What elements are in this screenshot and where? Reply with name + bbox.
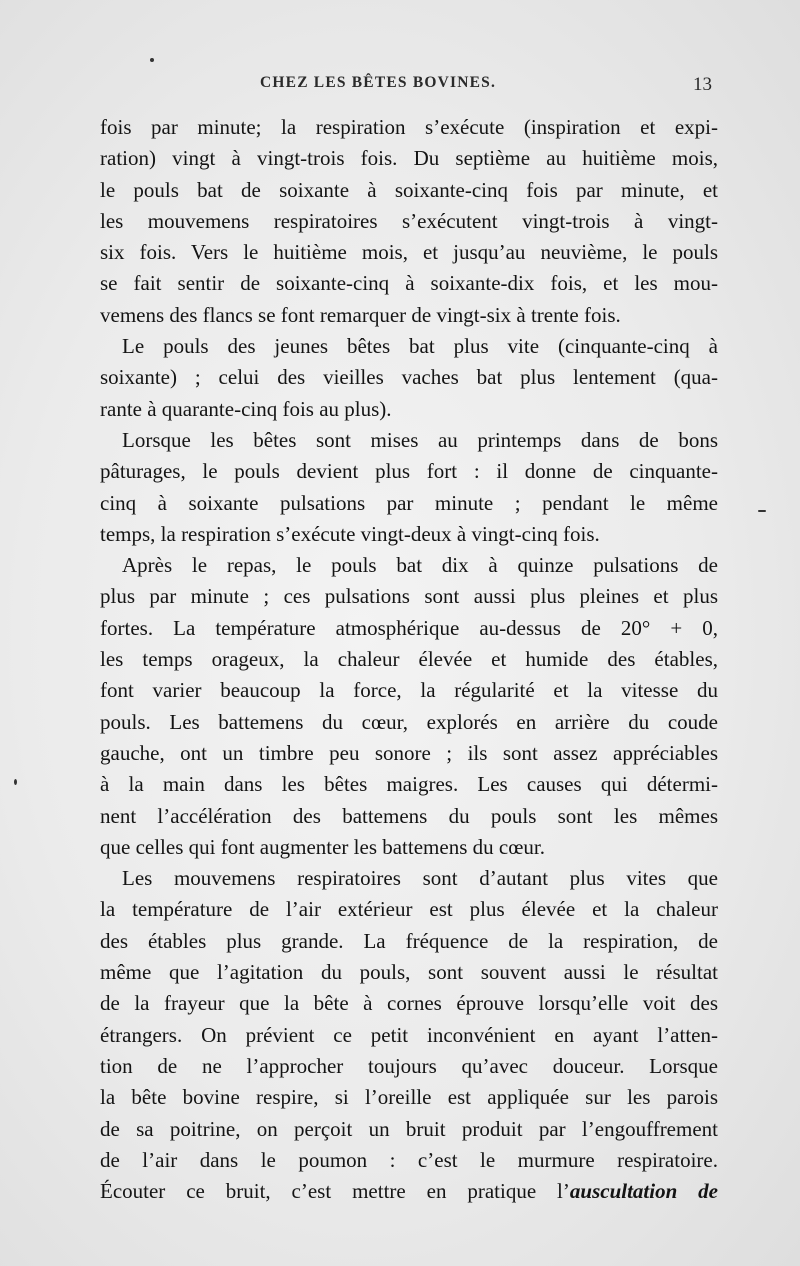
text-line bbox=[100, 644, 718, 675]
text-line-content: fortes. La température atmosphérique au-dessus de 20° + 0, bbox=[100, 615, 718, 640]
text-line bbox=[100, 1020, 718, 1051]
text-line bbox=[100, 801, 718, 832]
text-line-content: rante à quarante-cinq fois au plus). bbox=[100, 396, 392, 421]
text-line-content: de sa poitrine, on perçoit un bruit produit par l’engouffrement bbox=[100, 1116, 718, 1141]
page-number: 13 bbox=[693, 74, 712, 95]
running-head: CHEZ LES BÊTES BOVINES. bbox=[260, 74, 497, 91]
text-line-content: gauche, ont un timbre peu sonore ; ils sont assez appréciables bbox=[100, 740, 718, 765]
text-line-content: que celles qui font augmenter les battemens du cœur. bbox=[100, 834, 545, 859]
text-line bbox=[100, 988, 718, 1019]
body-text bbox=[100, 112, 718, 1207]
text-line-content: pouls. Les battemens du cœur, explorés en arrière du coude bbox=[100, 709, 718, 734]
text-line bbox=[100, 331, 718, 362]
text-line bbox=[100, 456, 718, 487]
text-line bbox=[100, 300, 718, 331]
text-line-content: ration) vingt à vingt-trois fois. Du septième au huitième mois, bbox=[100, 146, 718, 171]
text-line-content: la bête bovine respire, si l’oreille est appliquée sur les parois bbox=[100, 1085, 718, 1110]
text-line-content: de la frayeur que la bête à cornes éprouve lorsqu’elle voit des bbox=[100, 991, 718, 1016]
text-line-content: six fois. Vers le huitième mois, et jusqu’au neuvième, le pouls bbox=[100, 240, 718, 265]
text-line bbox=[100, 769, 718, 800]
text-line bbox=[100, 832, 718, 863]
ink-speck bbox=[758, 510, 766, 512]
text-line-content: le pouls bat de soixante à soixante-cinq fois par minute, et bbox=[100, 177, 718, 202]
text-line-content: même que l’agitation du pouls, sont souvent aussi le résultat bbox=[100, 960, 718, 985]
text-line bbox=[100, 143, 718, 174]
text-line-content: vemens des flancs se font remarquer de vingt-six à trente fois. bbox=[100, 302, 621, 327]
text-line bbox=[100, 613, 718, 644]
text-line-content: de l’air dans le poumon : c’est le murmure respiratoire. bbox=[100, 1147, 718, 1172]
text-line-content: Écouter ce bruit, c’est mettre en pratique l’ bbox=[100, 1179, 570, 1204]
text-line-content: font varier beaucoup la force, la régularité et la vitesse du bbox=[100, 678, 718, 703]
text-line bbox=[100, 519, 718, 550]
text-line-content: pâturages, le pouls devient plus fort : il donne de cinquante- bbox=[100, 459, 718, 484]
text-line-content: Le pouls des jeunes bêtes bat plus vite (cinquante-cinq à bbox=[122, 334, 718, 359]
text-line bbox=[100, 425, 718, 456]
text-line bbox=[100, 1145, 718, 1176]
page-header bbox=[100, 74, 718, 104]
text-line-content: temps, la respiration s’exécute vingt-deux à vingt-cinq fois. bbox=[100, 521, 600, 546]
text-line bbox=[100, 206, 718, 237]
text-line-content: les temps orageux, la chaleur élevée et humide des étables, bbox=[100, 647, 718, 672]
text-line-content: nent l’accélération des battemens du pouls sont les mêmes bbox=[100, 803, 718, 828]
text-line-content: des étables plus grande. La fréquence de la respiration, de bbox=[100, 928, 718, 953]
text-line-content: cinq à soixante pulsations par minute ; pendant le même bbox=[100, 490, 718, 515]
text-line-content: Après le repas, le pouls bat dix à quinze pulsations de bbox=[122, 553, 718, 578]
text-line bbox=[100, 362, 718, 393]
text-line-content: étrangers. On prévient ce petit inconvénient en ayant l’atten- bbox=[100, 1022, 718, 1047]
text-line bbox=[100, 550, 718, 581]
text-line bbox=[100, 175, 718, 206]
text-line-content: les mouvemens respiratoires s’exécutent vingt-trois à vingt- bbox=[100, 208, 718, 233]
text-line bbox=[100, 675, 718, 706]
text-line bbox=[100, 394, 718, 425]
text-line-content: Les mouvemens respiratoires sont d’autant plus vites que bbox=[122, 866, 718, 891]
text-line bbox=[100, 707, 718, 738]
text-line-content: plus par minute ; ces pulsations sont aussi plus pleines et plus bbox=[100, 584, 718, 609]
text-line-content: soixante) ; celui des vieilles vaches bat plus lentement (qua- bbox=[100, 365, 718, 390]
text-line bbox=[100, 581, 718, 612]
text-line bbox=[100, 1051, 718, 1082]
text-line bbox=[100, 112, 718, 143]
text-line-content: se fait sentir de soixante-cinq à soixante-dix fois, et les mou- bbox=[100, 271, 718, 296]
text-line-content: Lorsque les bêtes sont mises au printemps dans de bons bbox=[122, 427, 718, 452]
text-line-content: fois par minute; la respiration s’exécute (inspiration et expi- bbox=[100, 115, 718, 139]
text-line-content: la température de l’air extérieur est plus élevée et la chaleur bbox=[100, 897, 718, 922]
italic-term: auscultation de bbox=[569, 1179, 718, 1204]
ink-speck bbox=[150, 58, 154, 62]
text-line bbox=[100, 894, 718, 925]
text-line-content: tion de ne l’approcher toujours qu’avec douceur. Lorsque bbox=[100, 1053, 718, 1078]
text-line bbox=[100, 738, 718, 769]
text-line bbox=[100, 268, 718, 299]
text-line bbox=[100, 1082, 718, 1113]
text-line bbox=[100, 957, 718, 988]
text-line bbox=[100, 488, 718, 519]
text-line bbox=[100, 237, 718, 268]
text-line bbox=[100, 1176, 718, 1207]
ink-speck bbox=[14, 779, 17, 785]
text-line bbox=[100, 863, 718, 894]
text-line bbox=[100, 926, 718, 957]
text-line bbox=[100, 1114, 718, 1145]
text-line-content: à la main dans les bêtes maigres. Les causes qui détermi- bbox=[100, 772, 718, 797]
